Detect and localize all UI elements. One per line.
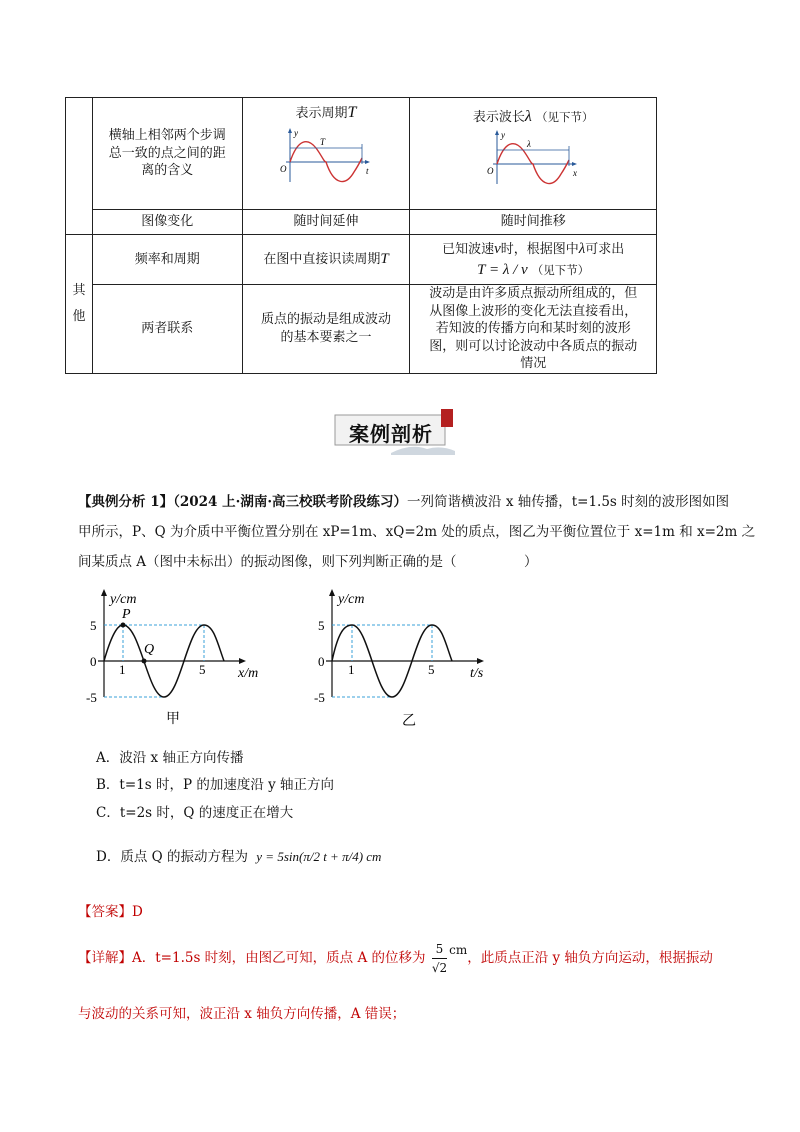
jia-tick-5: 5 xyxy=(90,618,97,633)
detail-line1-a: A．t=1.5s 时刻，由图乙可知，质点 A 的位移为 xyxy=(132,950,426,966)
mini2-origin: O xyxy=(487,165,494,176)
mini-wave-graph xyxy=(483,128,583,194)
banner-title: 案例剖析 xyxy=(349,422,433,446)
row3-col2 xyxy=(410,235,657,285)
option-d xyxy=(96,845,381,865)
jia-label-p: P xyxy=(122,607,131,622)
row1-label: 横轴上相邻两个步调总一致的点之间的距离的含义 xyxy=(92,98,242,210)
row2-label: 图像变化 xyxy=(92,210,242,235)
option-d-text: D．质点 Q 的振动方程为 xyxy=(96,849,248,865)
wave-graph-jia xyxy=(82,585,272,735)
yi-tick-x1: 1 xyxy=(348,662,355,677)
yi-y-arrow xyxy=(329,589,335,596)
option-b: B．t=1s 时，P 的加速度沿 y 轴正方向 xyxy=(96,777,335,793)
mini1-span-label: T xyxy=(320,136,326,147)
period-caption: 表示周期 xyxy=(295,106,348,121)
mini1-x-label: t xyxy=(366,165,369,176)
jia-y-arrow xyxy=(101,589,107,596)
mini2-x-arrow xyxy=(572,162,577,166)
displacement-fraction xyxy=(432,940,447,977)
row3-text-c: 可求出 xyxy=(585,242,625,258)
answer-line xyxy=(78,902,143,922)
group-label xyxy=(66,235,93,374)
wavelength-caption: 表示波长 xyxy=(472,110,525,125)
jia-tick-neg5: -5 xyxy=(86,690,97,705)
comparison-table xyxy=(65,97,657,374)
row3-col1-symbol: T xyxy=(380,251,389,268)
row3-v-symbol: v xyxy=(494,241,501,258)
yi-y-label: y/cm xyxy=(338,592,365,607)
yi-tick-0: 0 xyxy=(318,654,325,669)
period-formula: T = λ / v xyxy=(477,261,528,278)
jia-label-q: Q xyxy=(144,642,155,657)
section-banner xyxy=(331,409,451,451)
example-line1-rest: 一列简谐横波沿 x 轴传播，t=1.5s 时刻的波形图如图 xyxy=(407,494,730,510)
mini1-y-label: y xyxy=(294,127,298,138)
mini-vibration-graph xyxy=(276,126,376,192)
mini2-y-label: y xyxy=(501,129,506,140)
row3-lambda-symbol: λ xyxy=(578,241,586,258)
row4-col1: 质点的振动是组成波动的基本要素之一 xyxy=(242,285,410,374)
mini2-span-label: λ xyxy=(527,138,532,149)
table-cell-empty xyxy=(66,98,93,235)
row4-col2: 波动是由许多质点振动所组成的，但从图像上波形的变化无法直接看出，若知波的传播方向和某时刻的波形图，则可以讨论波动中各质点的振动情况 xyxy=(410,285,657,374)
option-a: A．波沿 x 轴正方向传播 xyxy=(96,750,244,766)
row3-text-b: 时，根据图中 xyxy=(500,242,579,258)
mini1-x-arrow xyxy=(365,160,370,164)
example-source: （2024 上·湖南·高三校联考阶段练习） xyxy=(173,494,408,510)
banner-red-mark xyxy=(441,409,453,427)
detail-line-1 xyxy=(78,940,713,977)
detail-label: 【详解】 xyxy=(78,950,132,966)
mini2-x-label: x xyxy=(573,167,578,178)
row3-label: 频率和周期 xyxy=(92,235,242,285)
mini2-y-arrow xyxy=(495,130,499,135)
row1-col2 xyxy=(410,98,657,210)
row2-col2: 随时间推移 xyxy=(410,210,657,235)
detail-line1-b: ，此质点正沿 y 轴负方向运动，根据振动 xyxy=(467,950,713,966)
fraction-denominator: √2 xyxy=(431,961,448,975)
yi-x-arrow xyxy=(477,658,484,664)
period-symbol: T xyxy=(347,104,357,121)
group-label-text: 其他 xyxy=(72,282,86,324)
mini1-origin: O xyxy=(280,163,287,174)
row2-col1: 随时间延伸 xyxy=(242,210,410,235)
option-c: C．t=2s 时，Q 的速度正在增大 xyxy=(96,805,294,821)
fraction-unit: cm xyxy=(449,943,468,957)
yi-tick-x5: 5 xyxy=(428,662,435,677)
table-row xyxy=(66,98,657,210)
example-line-1 xyxy=(78,492,729,512)
point-q xyxy=(142,659,147,664)
row3-text-a: 已知波速 xyxy=(442,242,495,258)
jia-x-label: x/m xyxy=(238,666,259,681)
row1-col1 xyxy=(242,98,410,210)
row3-col1-text: 在图中直接识读周期 xyxy=(263,252,381,268)
jia-tick-0: 0 xyxy=(90,654,97,669)
row3-col1 xyxy=(242,235,410,285)
jia-y-label: y/cm xyxy=(110,592,137,607)
jia-tick-x5: 5 xyxy=(199,662,206,677)
row4-label: 两者联系 xyxy=(92,285,242,374)
answer-label: 【答案】 xyxy=(78,904,132,920)
answer-value: D xyxy=(132,904,143,920)
row3-note: （见下节） xyxy=(531,262,590,277)
table-row xyxy=(66,235,657,285)
yi-tick-neg5: -5 xyxy=(314,690,325,705)
fraction-numerator: 5 xyxy=(432,940,447,959)
wavelength-symbol: λ xyxy=(524,108,532,125)
jia-tick-x1: 1 xyxy=(119,662,126,677)
vibration-graph-yi xyxy=(310,585,510,745)
jia-caption: 甲 xyxy=(166,711,180,727)
example-tag: 【典例分析 1】 xyxy=(78,494,174,510)
yi-caption: 乙 xyxy=(402,713,416,729)
yi-tick-5: 5 xyxy=(318,618,325,633)
banner-mountain xyxy=(391,447,455,455)
yi-x-label: t/s xyxy=(470,666,484,681)
detail-line-2: 与波动的关系可知，波正沿 x 轴负方向传播，A 错误； xyxy=(78,1006,406,1022)
table-row xyxy=(66,285,657,374)
option-d-formula: y = 5sin(π/2 t + π/4) cm xyxy=(256,849,382,864)
see-next-note: （见下节） xyxy=(536,110,594,124)
table-row xyxy=(66,210,657,235)
point-p xyxy=(121,623,126,628)
example-line-2: 甲所示，P、Q 为介质中平衡位置分别在 xP=1m、xQ=2m 处的质点，图乙为平衡位置位于 x=1m 和 x=2m 之 xyxy=(78,524,756,540)
jia-x-arrow xyxy=(239,658,246,664)
example-line-3: 间某质点 A（图中未标出）的振动图像，则下列判断正确的是（ ） xyxy=(78,554,538,570)
mini1-y-arrow xyxy=(288,128,292,133)
